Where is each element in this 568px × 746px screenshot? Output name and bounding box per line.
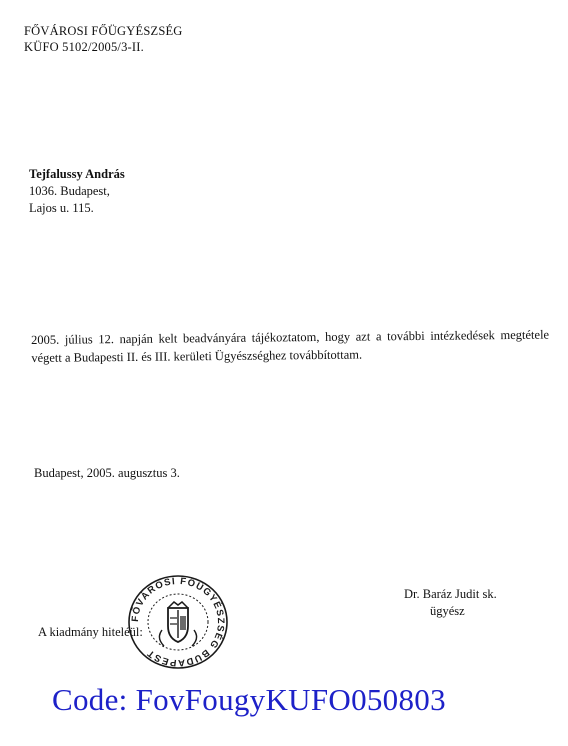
- signature-block: [404, 586, 497, 620]
- place-date: Budapest, 2005. augusztus 3.: [34, 466, 180, 480]
- document-code: Code: FovFougyKUFO050803: [52, 682, 446, 717]
- recipient-address: [29, 166, 125, 217]
- seal-coat-of-arms: [159, 602, 196, 646]
- signer-role: ügyész: [430, 604, 465, 618]
- office-name: FŐVÁROSI FŐÜGYÉSZSÉG: [24, 24, 183, 38]
- letterhead: [24, 23, 183, 55]
- reference-number: KÜFO 5102/2005/3-II.: [24, 40, 144, 54]
- official-seal-stamp: [122, 572, 234, 672]
- seal-text-path: FŐVÁROSI FŐÜGYÉSZSÉG BUDAPEST: [129, 575, 227, 669]
- signer-name: Dr. Baráz Judit sk.: [404, 587, 497, 601]
- letter-body: 2005. július 12. napján kelt beadványára tájékoztatom, hogy azt a további intézkedések megtétele végett a Budapesti II. és III. kerületi Ügyészséghez továbbítottam.: [31, 327, 550, 365]
- recipient-name: Tejfalussy András: [29, 167, 125, 181]
- recipient-street: Lajos u. 115.: [29, 201, 94, 215]
- copy-authentication-note: A kiadmány hiteléül:: [38, 625, 143, 639]
- recipient-city: 1036. Budapest,: [29, 184, 110, 198]
